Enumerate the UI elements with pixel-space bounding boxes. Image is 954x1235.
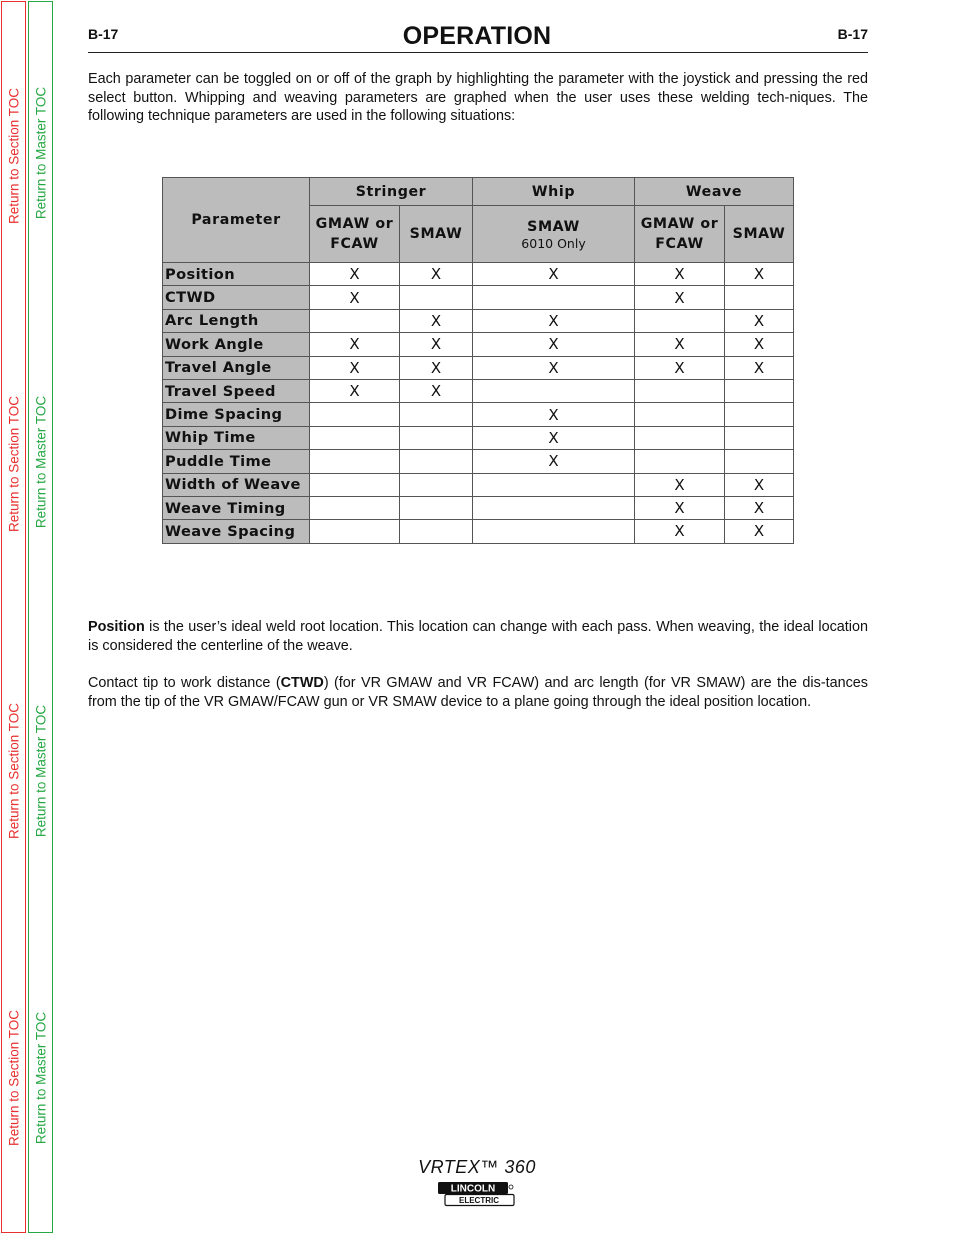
table-cell (400, 426, 473, 449)
product-name: VRTEX™ 360 (418, 1157, 536, 1177)
table-cell (400, 473, 473, 496)
table-cell: X (473, 333, 635, 356)
table-cell (473, 379, 635, 402)
table-cell (400, 496, 473, 519)
table-cell (310, 496, 400, 519)
table-cell (310, 450, 400, 473)
table-cell (635, 426, 725, 449)
page-title: OPERATION (402, 22, 552, 50)
row-label: Dime Spacing (163, 403, 310, 426)
parameter-column-header: Parameter (163, 178, 310, 263)
stringer-smaw-header: SMAW (400, 206, 473, 263)
table-cell (473, 496, 635, 519)
table-cell (725, 379, 794, 402)
table-cell (725, 286, 794, 309)
table-cell: X (473, 309, 635, 332)
table-cell: X (473, 450, 635, 473)
table-cell: X (473, 403, 635, 426)
position-term: Position (88, 619, 145, 635)
ctwd-term: CTWD (280, 675, 324, 691)
page-number-left: B-17 (88, 26, 119, 42)
table-cell (310, 473, 400, 496)
table-cell: X (310, 333, 400, 356)
table-cell: X (473, 263, 635, 286)
table-cell: X (725, 520, 794, 543)
table-row (163, 403, 794, 426)
whip-group-header: Whip (473, 178, 635, 206)
weave-group-header: Weave (635, 178, 794, 206)
table-cell (473, 520, 635, 543)
table-row (163, 496, 794, 519)
position-description: is the user’s ideal weld root location. This location can change with each pass. When weaving, the ideal location is considered the centerline of the weave. (88, 619, 868, 654)
table-cell: X (635, 496, 725, 519)
table-cell: X (400, 356, 473, 379)
table-row (163, 520, 794, 543)
table-cell: X (725, 263, 794, 286)
table-cell (310, 309, 400, 332)
table-cell: X (400, 263, 473, 286)
return-to-master-toc-link-4[interactable]: Return to Master TOC (33, 1011, 48, 1145)
whip-smaw-label: SMAW (527, 219, 580, 235)
row-label: Position (163, 263, 310, 286)
intro-paragraph: Each parameter can be toggled on or off of the graph by highlighting the parameter with the joystick and pressing the red select button. Whipping and weaving parameters are graphed when the user uses these welding tech-niques. The following technique parameters are used in the following situations: (88, 71, 868, 125)
row-label: Travel Angle (163, 356, 310, 379)
header-divider (88, 52, 868, 53)
table-cell: X (635, 286, 725, 309)
ctwd-paragraph (88, 674, 868, 711)
table-cell: X (635, 520, 725, 543)
return-to-master-toc-link-3[interactable]: Return to Master TOC (33, 704, 48, 838)
stringer-group-header: Stringer (310, 178, 473, 206)
logo-top-text: LINCOLN (450, 1183, 496, 1195)
row-label: Weave Spacing (163, 520, 310, 543)
table-cell: X (310, 379, 400, 402)
return-to-section-toc-link-4[interactable]: Return to Section TOC (6, 1009, 21, 1147)
technique-parameters-table (162, 177, 794, 544)
ctwd-text-after: ) (for VR GMAW and VR FCAW) and arc length (for VR SMAW) are the dis-tances from the tip of the VR GMAW/FCAW gun or VR SMAW device to a plane going through the ideal position location. (88, 675, 869, 710)
table-cell (635, 309, 725, 332)
table-cell: X (473, 356, 635, 379)
table-row (163, 356, 794, 379)
section-toc-bar (1, 1, 26, 1233)
table-cell: X (400, 309, 473, 332)
table-cell: X (725, 309, 794, 332)
master-toc-bar (28, 1, 53, 1233)
whip-smaw-header (473, 206, 635, 263)
table-row (163, 263, 794, 286)
table-row (163, 379, 794, 402)
return-to-section-toc-link-3[interactable]: Return to Section TOC (6, 702, 21, 840)
table-cell (635, 450, 725, 473)
table-cell: X (635, 333, 725, 356)
position-paragraph (88, 618, 868, 655)
table-cell (400, 403, 473, 426)
row-label: Weave Timing (163, 496, 310, 519)
table-cell: X (725, 356, 794, 379)
table-cell: X (400, 333, 473, 356)
table-row (163, 286, 794, 309)
row-label: CTWD (163, 286, 310, 309)
return-to-section-toc-link-2[interactable]: Return to Section TOC (6, 395, 21, 533)
table-cell: X (635, 263, 725, 286)
table-cell: X (310, 263, 400, 286)
table-cell (725, 403, 794, 426)
table-cell (725, 450, 794, 473)
table-row (163, 473, 794, 496)
row-label: Travel Speed (163, 379, 310, 402)
table-cell (400, 286, 473, 309)
table-cell: X (725, 473, 794, 496)
row-label: Width of Weave (163, 473, 310, 496)
table-cell (725, 426, 794, 449)
page-number-right: B-17 (837, 26, 868, 42)
stringer-gmaw-header: GMAW or FCAW (310, 206, 400, 263)
table-row (163, 450, 794, 473)
lincoln-electric-logo (437, 1181, 515, 1207)
table-row (163, 426, 794, 449)
row-label: Puddle Time (163, 450, 310, 473)
table-cell: X (473, 426, 635, 449)
table-cell (473, 473, 635, 496)
table-cell (310, 403, 400, 426)
ctwd-text-before: Contact tip to work distance ( (88, 675, 281, 691)
whip-note: 6010 Only (521, 236, 586, 251)
table-cell: X (725, 496, 794, 519)
table-cell: X (635, 356, 725, 379)
return-to-master-toc-link-2[interactable]: Return to Master TOC (33, 395, 48, 529)
row-label: Arc Length (163, 309, 310, 332)
table-cell: X (725, 333, 794, 356)
return-to-master-toc-link-1[interactable]: Return to Master TOC (33, 86, 48, 220)
table-row (163, 309, 794, 332)
table-cell: X (400, 379, 473, 402)
table-row (163, 333, 794, 356)
table-cell (310, 426, 400, 449)
table-cell (473, 286, 635, 309)
registered-mark-icon (509, 1185, 513, 1189)
table-cell (635, 379, 725, 402)
table-cell: X (635, 473, 725, 496)
return-to-section-toc-link-1[interactable]: Return to Section TOC (6, 87, 21, 225)
table-cell (635, 403, 725, 426)
row-label: Work Angle (163, 333, 310, 356)
logo-bottom-text: ELECTRIC (459, 1196, 499, 1205)
weave-gmaw-header: GMAW or FCAW (635, 206, 725, 263)
table-cell: X (310, 286, 400, 309)
weave-smaw-header: SMAW (725, 206, 794, 263)
table-cell (310, 520, 400, 543)
row-label: Whip Time (163, 426, 310, 449)
table-cell (400, 450, 473, 473)
table-cell: X (310, 356, 400, 379)
table-cell (400, 520, 473, 543)
